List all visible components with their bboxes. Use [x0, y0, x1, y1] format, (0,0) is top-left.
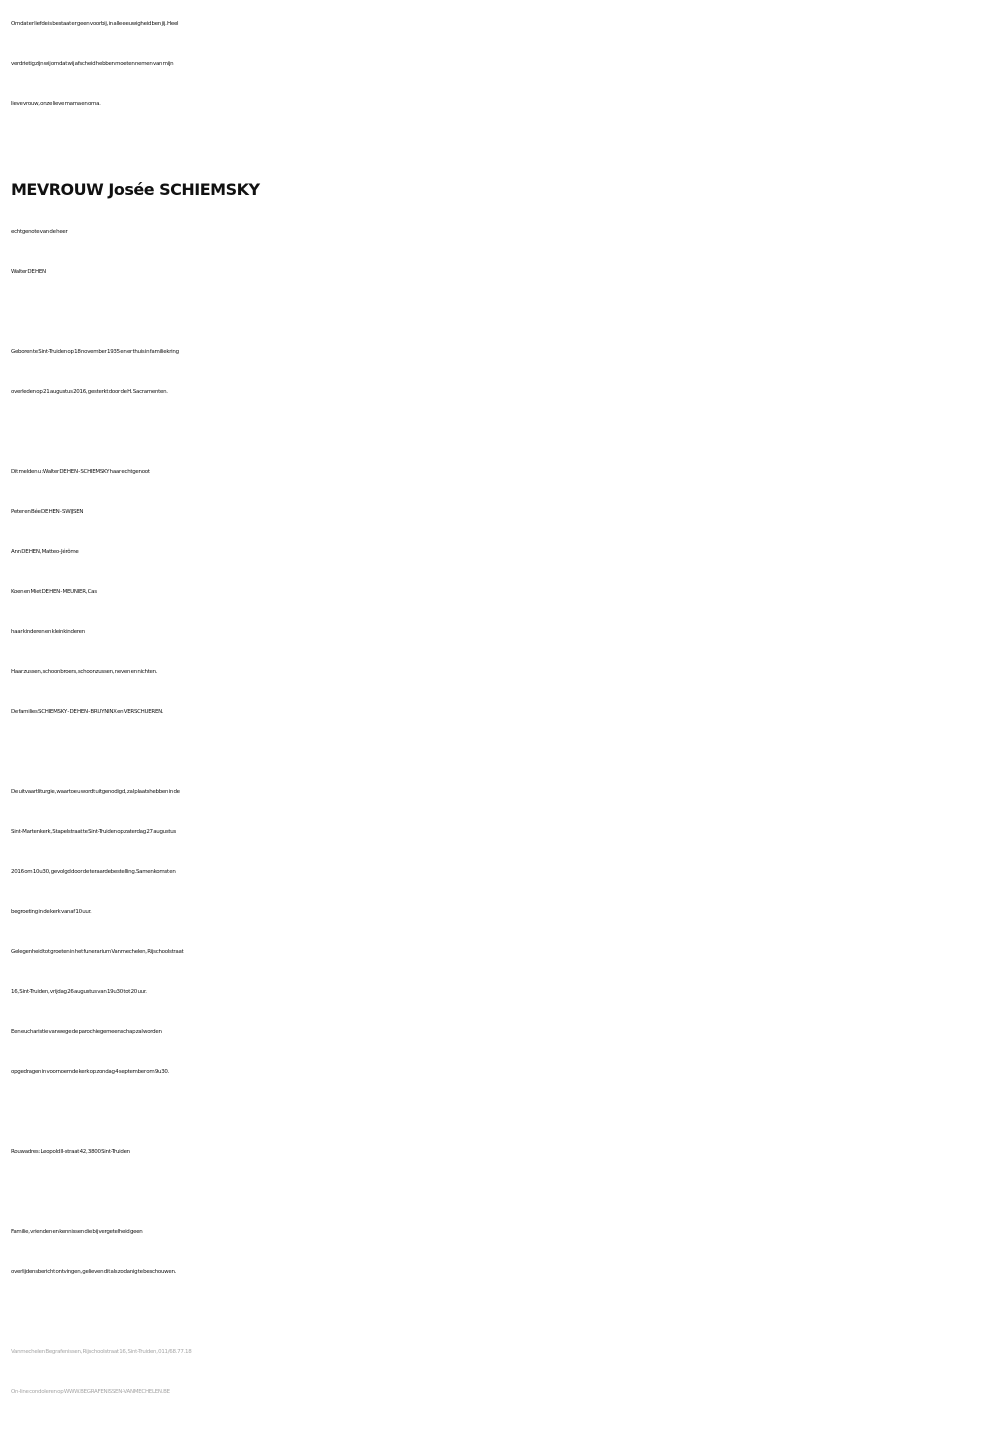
deceased-name: MEVROUW Josée SCHIEMSKY [11, 180, 260, 199]
funeral-line: Gelegenheid tot groeten in het funerarium Vanmechelen, Rijschoolstraat [11, 949, 184, 955]
spacer [11, 412, 996, 452]
intro-text [11, 4, 996, 124]
funeral-line: 16, Sint-Truiden, vrijdag 26 augustus van 19u30 tot 20 uur. [11, 989, 147, 995]
spacer [11, 732, 996, 772]
family-line: Koen en Miet DE HEN - MEUNIER, Cas [11, 589, 97, 595]
family-line: Haar zussen, schoonbroers, schoonzussen, neven en nichten. [11, 669, 158, 675]
family-line: Dit melden u :Walter DE HEN - SCHIEMSKY haar echtgenoot [11, 469, 150, 475]
closing-line: Familie, vrienden en kennissen die bij vergetelheid geen [11, 1229, 143, 1235]
intro-line: verdrietig zijn wij omdat wij afscheid hebben moeten nemen van mijn [11, 61, 174, 67]
funeral-line: 2016 om 10u30, gevolgd door de teraardebestelling.Samenkomst en [11, 869, 176, 875]
funeral-home-contact: Vanmechelen Begrafenissen, Rijschoolstraat 16, Sint-Truiden, 011/68.77.18 [11, 1349, 192, 1355]
intro-line: lieve vrouw, onze lieve mama en oma. [11, 101, 101, 107]
spacer [11, 292, 996, 332]
mourning-address: Rouwadres: Leopold II-straat 42, 3800 Sint-Truiden [11, 1149, 130, 1155]
closing-line: overlijdensbericht ontvingen, gelieven dit als zodanig te beschouwen. [11, 1269, 177, 1275]
funeral-line: Een eucharistie vanwege de parochiegemeenschap zal worden [11, 1029, 162, 1035]
birth-death-line: Geboren te Sint-Truiden op 18 november 1935 en er thuis in familiekring [11, 349, 179, 355]
funeral-line: begroeting in de kerk vanaf 10 uur. [11, 909, 92, 915]
birth-death-info [11, 332, 996, 412]
spouse-info [11, 212, 996, 292]
funeral-home-footer [11, 1332, 996, 1412]
family-list [11, 452, 996, 732]
condolence-website: On-line condoleren op WWW.BEGRAFENISSEN-VANMECHELEN.BE [11, 1389, 170, 1395]
family-line: haar kinderen en kleinkinderen [11, 629, 85, 635]
closing-note [11, 1212, 996, 1292]
family-line: De families SCHIEMSKY - DE HEN - BRUYNINX en VERSCHUEREN. [11, 709, 164, 715]
intro-line: Omdat er liefde is bestaat er geen voorbij, in alle eeuwigheid ben jij. Heel [11, 21, 179, 27]
funeral-line: opgedragen in voornoemde kerk op zondag 4 september om 9u30. [11, 1069, 170, 1075]
family-line: Peter en Bée DE HEN - SWIJSEN [11, 509, 84, 515]
spouse-line: echtgenote van de heer [11, 229, 68, 235]
birth-death-line: overleden op 21 augustus 2016, gesterkt door de H. Sacramenten. [11, 389, 168, 395]
spacer [11, 1092, 996, 1132]
spacer [11, 1292, 996, 1332]
funeral-info [11, 772, 996, 1092]
spacer [11, 1172, 996, 1212]
spacer [11, 124, 996, 164]
funeral-line: De uitvaartliturgie, waartoe u wordt uitgenodigd, zal plaatshebben in de [11, 789, 180, 795]
obituary-notice [11, 0, 996, 1412]
funeral-line: Sint-Martenkerk, Stapelstraat te Sint-Truiden op zaterdag 27 augustus [11, 829, 177, 835]
family-line: Ann DE HEN, Matteo-Jérôme [11, 549, 79, 555]
spouse-line: Walter DE HEN [11, 269, 46, 275]
